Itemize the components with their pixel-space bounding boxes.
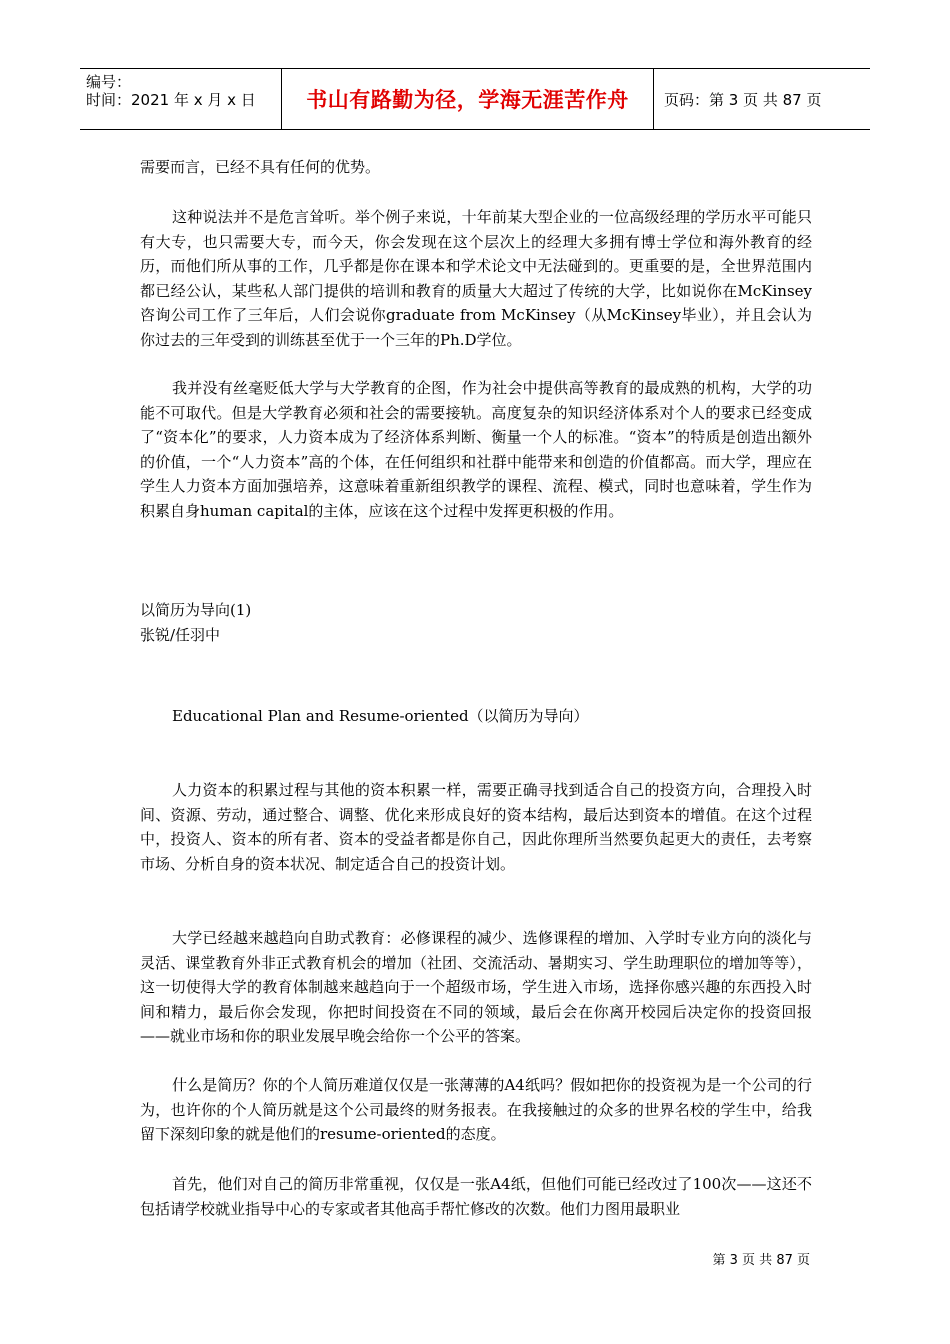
number-label: 编号： <box>86 73 132 91</box>
paragraph-3: 我并没有丝毫贬低大学与大学教育的企图，作为社会中提供高等教育的最成熟的机构，大学的功能不可取代。但是大学教育必须和社会的需要接轨。高度复杂的知识经济体系对个人的要求已经变成了“资本化”的要求，人力资本成为了经济体系判断、衡量一个人的标准。“资本”的特质是创造出额外的价值，一个“人力资本”高的个体，在任何组织和社群中能带来和创造的价值都高。而大学，理应在学生人力资本方面加强培养，这意味着重新组织教学的课程、流程、模式，同时也意味着，学生作为积累自身human capital的主体，应该在这个过程中发挥更积极的作用。 <box>140 379 812 520</box>
paragraph-4: 人力资本的积累过程与其他的资本积累一样，需要正确寻找到适合自己的投资方向，合理投入时间、资源、劳动，通过整合、调整、优化来形成良好的资本结构，最后达到资本的增值。在这个过程中，投资人、资本的所有者、资本的受益者都是你自己，因此你理所当然要负起更大的责任，去考察市场、分析自身的资本状况、制定适合自己的投资计划。 <box>140 781 812 873</box>
page-footer: 第 3 页 共 87 页 <box>712 1253 810 1268</box>
article-subtitle: Educational Plan and Resume-oriented（以简历为导向） <box>172 707 589 725</box>
paragraph-7: 首先，他们对自己的简历非常重视，仅仅是一张A4纸，但他们可能已经改过了100次——这还不包括请学校就业指导中心的专家或者其他高手帮忙修改的次数。他们力图用最职业 <box>140 1175 812 1218</box>
motto: 书山有路勤为径，学海无涯苦作舟 <box>306 88 629 112</box>
date-label: 时间：2021 年 x 月 x 日 <box>86 91 256 109</box>
header-page-cell <box>654 69 870 129</box>
paragraph-1: 需要而言，已经不具有任何的优势。 <box>140 158 381 176</box>
paragraph-6: 什么是简历？你的个人简历难道仅仅是一张薄薄的A4纸吗？假如把你的投资视为是一个公司的行为，也许你的个人简历就是这个公司最终的财务报表。在我接触过的众多的世界名校的学生中，给我留下深刻印象的就是他们的resume-oriented的态度。 <box>140 1076 812 1144</box>
article-title: 以简历为导向(1) <box>140 601 252 619</box>
header-meta <box>80 69 282 129</box>
page-header <box>80 68 870 130</box>
paragraph-2: 这种说法并不是危言耸听。举个例子来说，十年前某大型企业的一位高级经理的学历水平可能只有大专，也只需要大专，而今天，你会发现在这个层次上的经理大多拥有博士学位和海外教育的经历，而他们所从事的工作，几乎都是你在课本和学术论文中无法碰到的。更重要的是，全世界范围内都已经公认，某些私人部门提供的培训和教育的质量大大超过了传统的大学，比如说你在McKinsey咨询公司工作了三年后，人们会说你graduate from McKinsey（从McKinsey毕业），并且会认为你过去的三年受到的训练甚至优于一个三年的Ph.D学位。 <box>140 208 812 349</box>
article-authors: 张锐/任羽中 <box>140 626 221 644</box>
header-motto-cell <box>282 69 654 129</box>
paragraph-5: 大学已经越来越趋向自助式教育：必修课程的减少、选修课程的增加、入学时专业方向的淡化与灵活、课堂教育外非正式教育机会的增加（社团、交流活动、暑期实习、学生助理职位的增加等等），这一切使得大学的教育体制越来越趋向于一个超级市场，学生进入市场，选择你感兴趣的东西投入时间和精力，最后你会发现，你把时间投资在不同的领域，最后会在你离开校园后决定你的投资回报——就业市场和你的职业发展早晚会给你一个公平的答案。 <box>140 929 812 1046</box>
page-label: 页码：第 3 页 共 87 页 <box>664 90 822 109</box>
